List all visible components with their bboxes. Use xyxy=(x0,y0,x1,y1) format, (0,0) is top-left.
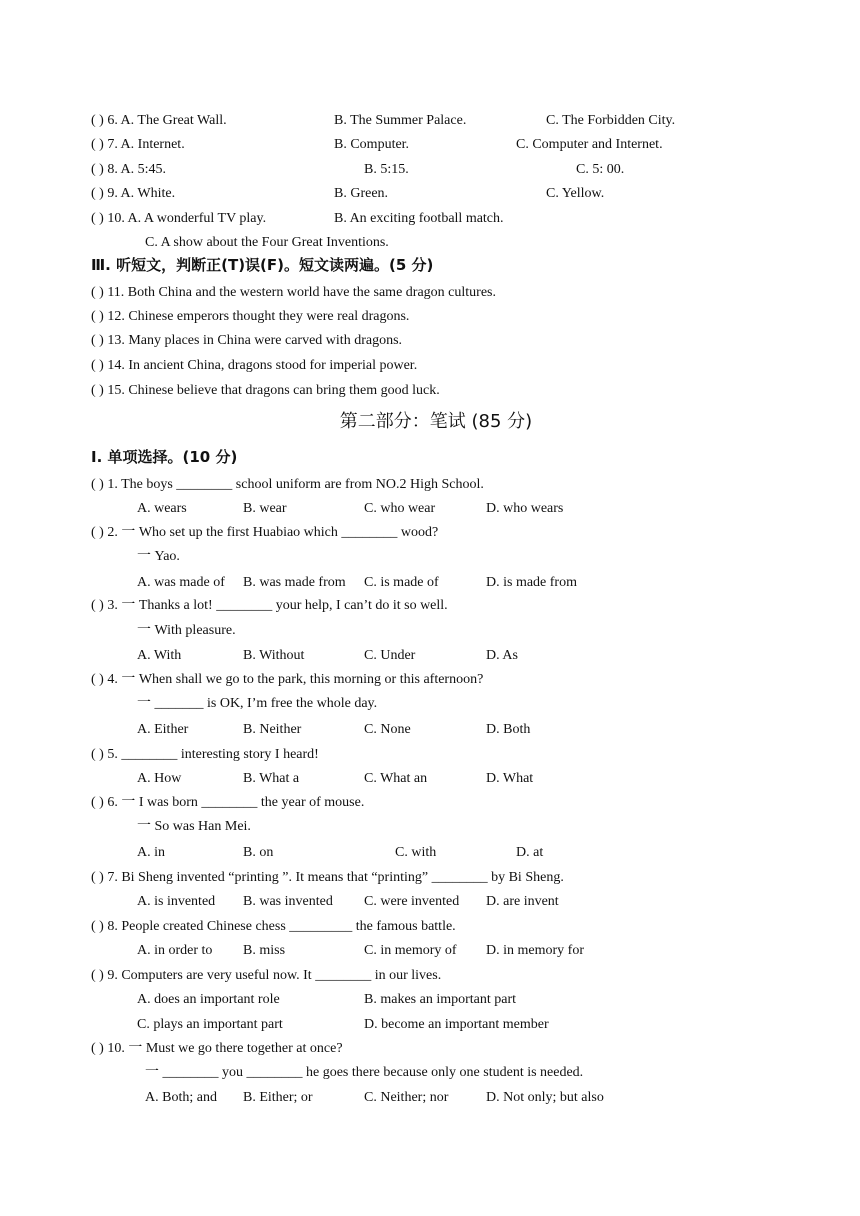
mc-q7-option-a: A. is invented xyxy=(137,894,216,909)
listening-q7-option-b: B. Computer. xyxy=(334,137,410,152)
mc-q8-option-b: B. miss xyxy=(243,943,286,958)
mc-q4-reply: 一 _______ is OK, I’m free the whole day. xyxy=(137,696,378,711)
mc-q1-option-a: A. wears xyxy=(137,501,187,516)
mc-q1-option-d: D. who wears xyxy=(486,501,564,516)
mc-q2-option-c: C. is made of xyxy=(364,575,439,590)
mc-q7-stem: ( ) 7. Bi Sheng invented “printing ”. It means that “printing” ________ by Bi Sheng. xyxy=(91,870,564,885)
mc-q4-option-b: B. Neither xyxy=(243,722,302,737)
listening-q8-stem: ( ) 8. A. 5:45. xyxy=(91,162,167,177)
mc-q2-option-d: D. is made from xyxy=(486,575,577,590)
mc-q8-option-c: C. in memory of xyxy=(364,943,457,958)
mc-q1-option-c: C. who wear xyxy=(364,501,436,516)
listening-q10-option-c: C. A show about the Four Great Inventions. xyxy=(145,235,389,250)
mc-q3-option-a: A. With xyxy=(137,648,182,663)
mc-q6-option-a: A. in xyxy=(137,845,165,860)
section3-item-15: ( ) 15. Chinese believe that dragons can bring them good luck. xyxy=(91,383,440,398)
mc-q10-stem: ( ) 10. 一 Must we go there together at once? xyxy=(91,1041,343,1056)
mc-q3-reply: 一 With pleasure. xyxy=(137,623,236,638)
mc-q2-option-b: B. was made from xyxy=(243,575,346,590)
section3-item-12: ( ) 12. Chinese emperors thought they were real dragons. xyxy=(91,309,410,324)
listening-q6-stem: ( ) 6. A. The Great Wall. xyxy=(91,113,227,128)
listening-q8-option-c: C. 5: 00. xyxy=(576,162,625,177)
part2-title: 第二部分：笔试 (85 分) xyxy=(339,411,533,432)
mc-q7-option-d: D. are invent xyxy=(486,894,559,909)
listening-q8-option-b: B. 5:15. xyxy=(364,162,409,177)
listening-q7-option-c: C. Computer and Internet. xyxy=(516,137,663,152)
mc-q9-option-b: B. makes an important part xyxy=(364,992,517,1007)
mc-q9-option-c: C. plays an important part xyxy=(137,1017,283,1032)
mc-q4-option-d: D. Both xyxy=(486,722,531,737)
mc-q1-stem: ( ) 1. The boys ________ school uniform are from NO.2 High School. xyxy=(91,477,484,492)
listening-q10-option-b: B. An exciting football match. xyxy=(334,211,504,226)
mc-q7-option-b: B. was invented xyxy=(243,894,333,909)
mc-q10-option-a: A. Both; and xyxy=(145,1090,217,1105)
section3-item-14: ( ) 14. In ancient China, dragons stood for imperial power. xyxy=(91,358,418,373)
listening-q7-stem: ( ) 7. A. Internet. xyxy=(91,137,185,152)
mc-q5-option-c: C. What an xyxy=(364,771,428,786)
mc-q2-option-a: A. was made of xyxy=(137,575,225,590)
mc-q6-option-d: D. at xyxy=(516,845,544,860)
listening-q6-option-c: C. The Forbidden City. xyxy=(546,113,676,128)
mc-q3-option-d: D. As xyxy=(486,648,518,663)
mc-q6-reply: 一 So was Han Mei. xyxy=(137,819,251,834)
mc-q8-option-a: A. in order to xyxy=(137,943,213,958)
section3-heading: Ⅲ. 听短文，判断正(T)误(F)。短文读两遍。(5 分) xyxy=(91,256,434,274)
mc-q3-stem: ( ) 3. 一 Thanks a lot! ________ your help, I can’t do it so well. xyxy=(91,598,448,613)
mc-q2-stem: ( ) 2. 一 Who set up the first Huabiao which ________ wood? xyxy=(91,525,439,540)
mc-q6-option-c: C. with xyxy=(395,845,437,860)
mc-q10-reply: 一 ________ you ________ he goes there because only one student is needed. xyxy=(145,1065,584,1080)
mc-q4-option-a: A. Either xyxy=(137,722,189,737)
mc-q3-option-c: C. Under xyxy=(364,648,416,663)
mc-q4-stem: ( ) 4. 一 When shall we go to the park, this morning or this afternoon? xyxy=(91,672,484,687)
mc-q9-option-a: A. does an important role xyxy=(137,992,280,1007)
mc-q8-stem: ( ) 8. People created Chinese chess _________ the famous battle. xyxy=(91,919,456,934)
mc-q2-reply: 一 Yao. xyxy=(137,549,180,564)
mc-q5-option-b: B. What a xyxy=(243,771,300,786)
mc-q7-option-c: C. were invented xyxy=(364,894,460,909)
listening-q9-stem: ( ) 9. A. White. xyxy=(91,186,176,201)
mc-q4-option-c: C. None xyxy=(364,722,411,737)
section1-heading: Ⅰ. 单项选择。(10 分) xyxy=(91,448,238,466)
listening-q9-option-b: B. Green. xyxy=(334,186,389,201)
mc-q10-option-d: D. Not only; but also xyxy=(486,1090,604,1105)
mc-q9-option-d: D. become an important member xyxy=(364,1017,549,1032)
mc-q8-option-d: D. in memory for xyxy=(486,943,584,958)
mc-q5-option-d: D. What xyxy=(486,771,534,786)
mc-q10-option-c: C. Neither; nor xyxy=(364,1090,449,1105)
section3-item-13: ( ) 13. Many places in China were carved with dragons. xyxy=(91,333,403,348)
mc-q5-stem: ( ) 5. ________ interesting story I heard! xyxy=(91,747,319,762)
listening-q6-option-b: B. The Summer Palace. xyxy=(334,113,467,128)
mc-q9-stem: ( ) 9. Computers are very useful now. It ________ in our lives. xyxy=(91,968,442,983)
section3-item-11: ( ) 11. Both China and the western world have the same dragon cultures. xyxy=(91,285,496,300)
mc-q3-option-b: B. Without xyxy=(243,648,305,663)
mc-q1-option-b: B. wear xyxy=(243,501,287,516)
mc-q6-stem: ( ) 6. 一 I was born ________ the year of mouse. xyxy=(91,795,365,810)
mc-q10-option-b: B. Either; or xyxy=(243,1090,313,1105)
mc-q6-option-b: B. on xyxy=(243,845,274,860)
mc-q5-option-a: A. How xyxy=(137,771,182,786)
listening-q10-stem: ( ) 10. A. A wonderful TV play. xyxy=(91,211,267,226)
listening-q9-option-c: C. Yellow. xyxy=(546,186,605,201)
